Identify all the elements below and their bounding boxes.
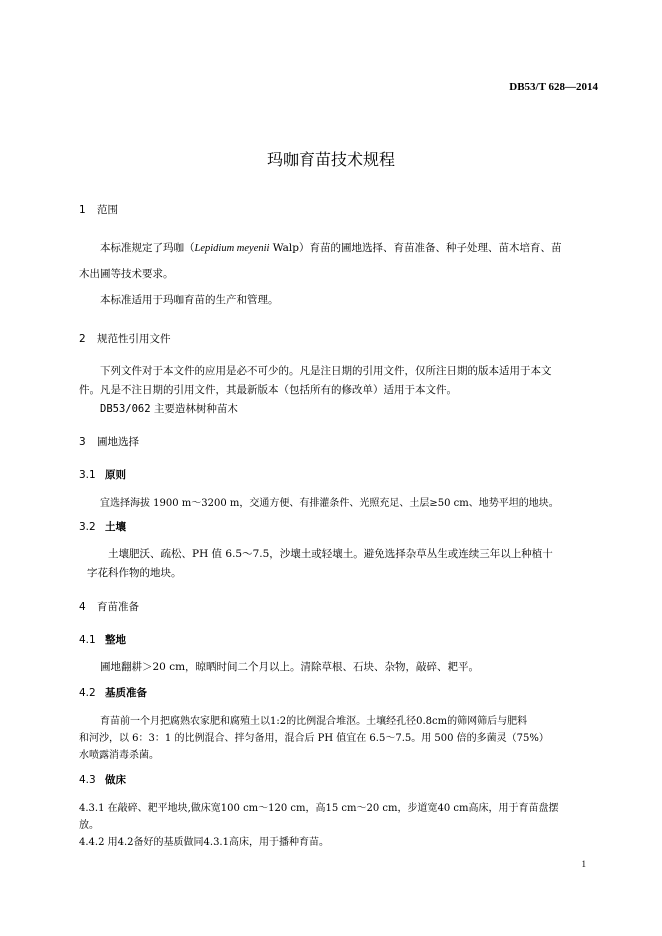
subsection-number: 4.1	[79, 634, 96, 646]
section-2-heading	[79, 331, 171, 346]
paragraph-continuation: 放。	[79, 820, 99, 831]
paragraph: 宜选择海拔 1900 m～3200 m，交通方便、有排灌条件、光照充足、土层≥50 cm、地势平坦的地块。	[100, 498, 559, 509]
subsection-title: 整地	[105, 634, 126, 646]
subsection-number: 4.2	[79, 687, 96, 699]
clause-4-4-2: 4.4.2 用4.2备好的基质做同4.3.1高床，用于播种育苗。	[79, 837, 329, 848]
subsection-3-2-heading	[79, 519, 126, 534]
section-number: 3	[79, 436, 86, 448]
subsection-4-2-heading	[79, 685, 147, 700]
section-title: 范围	[97, 204, 118, 216]
page-number: 1	[581, 859, 586, 869]
section-number: 4	[79, 601, 86, 613]
section-number: 1	[79, 204, 86, 216]
subsection-number: 3.2	[79, 521, 96, 533]
paragraph: 育苗前一个月把腐熟农家肥和腐殖土以1:2的比例混合堆沤。土壤经孔径0.8cm的筛网筛后与肥料	[100, 716, 528, 727]
section-4-heading	[79, 599, 139, 614]
paragraph	[100, 240, 562, 255]
subsection-title: 原则	[105, 469, 126, 481]
text-run: Walp）育苗的圃地选择、育苗准备、种子处理、苗木培育、苗	[269, 242, 562, 254]
paragraph-continuation: 字花科作物的地块。	[87, 567, 182, 579]
section-title: 圃地选择	[97, 436, 139, 448]
subsection-4-1-heading	[79, 632, 126, 647]
page-title: 玛咖育苗技术规程	[266, 150, 395, 169]
paragraph-continuation: 件。凡是不注日期的引用文件，其最新版本（包括所有的修改单）适用于本文件。	[79, 384, 457, 396]
clause-4-3-1: 4.3.1 在敲碎、耙平地块,做床宽100 cm～120 cm，高15 cm～20 cm，步道宽40 cm高床，用于育苗盘摆	[79, 803, 559, 814]
paragraph: 圃地翻耕＞20 cm，晾晒时间二个月以上。清除草根、石块、杂物，敲碎、耙平。	[100, 661, 480, 673]
section-title: 育苗准备	[97, 601, 139, 613]
paragraph: 下列文件对于本文件的应用是必不可少的。凡是注日期的引用文件，仅所注日期的版本适用于本文	[100, 365, 552, 377]
section-title: 规范性引用文件	[97, 333, 171, 345]
reference-title: 主要造林树种苗木	[153, 403, 238, 415]
section-number: 2	[79, 333, 86, 345]
normative-reference	[100, 401, 238, 416]
subsection-title: 基质准备	[105, 687, 147, 699]
subsection-title: 做床	[105, 774, 126, 786]
section-1-heading	[79, 202, 118, 217]
subsection-number: 4.3	[79, 774, 96, 786]
paragraph: 土壤肥沃、疏松、PH 值 6.5～7.5，沙壤土或轻壤土。避免选择杂草丛生或连续三年以上种植十	[108, 548, 553, 560]
paragraph-continuation: 木出圃等技术要求。	[79, 268, 174, 280]
subsection-title: 土壤	[105, 521, 126, 533]
paragraph: 本标准适用于玛咖育苗的生产和管理。	[100, 294, 279, 306]
subsection-number: 3.1	[79, 469, 96, 481]
paragraph-continuation: 水喷露消毒杀菌。	[79, 750, 159, 761]
reference-code: DB53/062	[100, 403, 151, 415]
text-run: 本标准规定了玛咖（	[100, 242, 195, 254]
standard-code: DB53/T 628—2014	[509, 81, 598, 93]
subsection-4-3-heading	[79, 772, 126, 787]
section-3-heading	[79, 434, 139, 449]
subsection-3-1-heading	[79, 467, 126, 482]
latin-name: Lepidium meyenii	[194, 243, 270, 254]
paragraph-continuation: 和河沙，以 6：3：1 的比例混合、拌匀备用，混合后 PH 值宜在 6.5～7.5。用 500 倍的多菌灵（75%）	[79, 733, 549, 744]
